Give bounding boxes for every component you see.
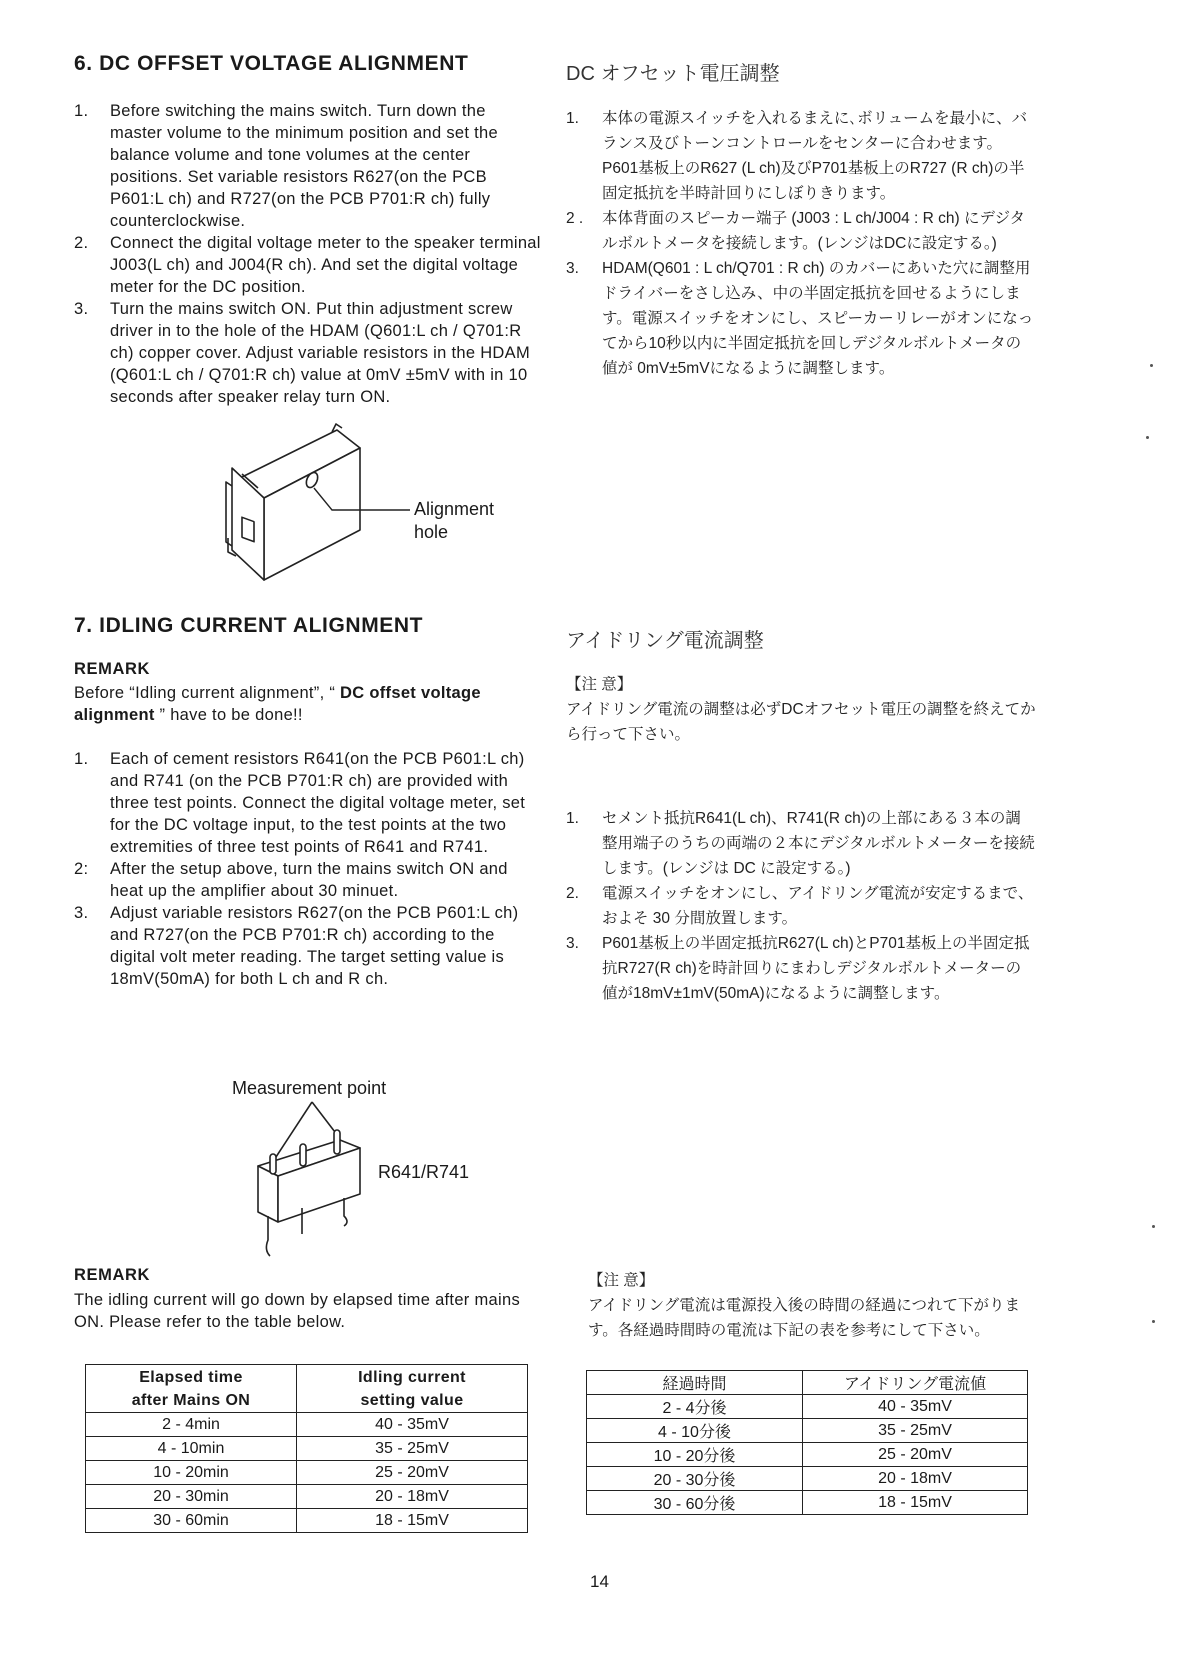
section7-steps	[74, 748, 544, 990]
table-header-cell: 経過時間	[587, 1371, 803, 1395]
table-row: 10 - 20分後 25 - 20mV	[587, 1443, 1028, 1467]
step-text: 本体の電源スイッチを入れるまえに､ボリュームを最小に、バランス及びトーンコントロールをセンターに合わせます。P601基板上のR627 (L ch)及びP701基板上のR727 (R ch)の半固定抵抗を半時計回りにしぼりきります。	[602, 110, 1028, 202]
remark-text: Before “Idling current alignment”, “ DC offset voltage alignment ” have to be done!!	[74, 684, 481, 724]
table-row: 4 - 10分後 35 - 25mV	[587, 1419, 1028, 1443]
list-item: 3. P601基板上の半固定抵抗R627(L ch)とP701基板上の半固定抵抗R727(R ch)を時計回りにまわしデジタルボルトメーターの値が18mV±1mV(50mA)になるように調整します。	[566, 935, 1030, 1002]
section7-steps-jp	[566, 806, 1036, 1006]
section6-steps	[74, 100, 542, 408]
section7-title-jp: アイドリング電流調整	[566, 630, 764, 652]
list-item: 2: After the setup above, turn the mains switch ON and heat up the amplifier about 30 minuet.	[74, 860, 508, 900]
measurement-point-label: Measurement point	[232, 1078, 387, 1098]
step-text: 電源スイッチをオンにし、アイドリング電流が安定するまで、およそ 30 分間放置します。	[602, 885, 1034, 927]
step-text: After the setup above, turn the mains switch ON and heat up the amplifier about 30 minuet.	[110, 860, 508, 900]
list-item: 3. HDAM(Q601 : L ch/Q701 : R ch) のカバーにあいた穴に調整用ドライバーをさし込み、中の半固定抵抗を回せるようにします。電源スイッチをオンにし、スピーカーリレーがオンになってから10秒以内に半固定抵抗を回しデジタルボルトメータの値が 0mV±5mVになるように調整します。	[566, 260, 1034, 377]
remark-text-jp: アイドリング電流の調整は必ずDCオフセット電圧の調整を終えてから行って下さい。	[566, 701, 1036, 743]
list-item: 1. Each of cement resistors R641(on the PCB P601:L ch) and R741 (on the PCB P701:R ch) are provided with three test points. Connect the digital voltage meter, set for the DC voltage input, to the test points at the two extremities of three test points of R641 and R741.	[74, 750, 526, 856]
scan-speck	[1152, 1320, 1155, 1323]
table-row: 4 - 10min 35 - 25mV	[86, 1437, 528, 1461]
list-item: 1. セメント抵抗R641(L ch)、R741(R ch)の上部にある３本の調整用端子のうちの両端の２本にデジタルボルトメーターを接続します。(レンジは DC に設定する。)	[566, 810, 1035, 877]
alignment-hole-label: Alignment hole	[414, 499, 495, 542]
step-text: Connect the digital voltage meter to the speaker terminal J003(L ch) and J004(R ch). And set the digital voltage meter for the DC position.	[110, 234, 541, 296]
section6-title-jp: DC オフセット電圧調整	[566, 63, 780, 85]
table-header-cell: Elapsed time after Mains ON	[86, 1365, 297, 1413]
scan-speck	[1150, 364, 1153, 367]
list-item: 1. Before switching the mains switch. Turn down the master volume to the minimum position and set the balance volume and tone volumes at the center positions. Set variable resistors R627(on the PCB P601:L ch) and R727(on the PCB P701:R ch) fully counterclockwise.	[74, 102, 498, 230]
scan-speck	[1146, 436, 1149, 439]
step-text: Each of cement resistors R641(on the PCB P601:L ch) and R741 (on the PCB P701:R ch) are provided with three test points. Connect the digital voltage meter, set for the DC voltage input, to the test points at the two extremities of three test points of R641 and R741.	[110, 750, 526, 856]
section6-title: 6. DC OFFSET VOLTAGE ALIGNMENT	[74, 52, 469, 75]
table-row: 30 - 60分後 18 - 15mV	[587, 1491, 1028, 1515]
step-text: 本体背面のスピーカー端子 (J003 : L ch/J004 : R ch) にデジタルボルトメータを接続します。(レンジはDCに設定する。)	[602, 210, 1026, 252]
table-header-cell: Idling current setting value	[297, 1365, 528, 1413]
list-item: 1. 本体の電源スイッチを入れるまえに､ボリュームを最小に、バランス及びトーンコントロールをセンターに合わせます。P601基板上のR627 (L ch)及びP701基板上のR727 (R ch)の半固定抵抗を半時計回りにしぼりきります。	[566, 110, 1028, 202]
list-item: 3. Adjust variable resistors R627(on the PCB P601:L ch) and R727(on the PCB P701:R ch) according to the digital volt meter reading. The target setting value is 18mV(50mA) for both L ch and R ch.	[74, 904, 519, 988]
scan-speck	[1152, 1225, 1155, 1228]
remark-heading-jp: 【注 意】	[588, 1272, 655, 1289]
step-text: セメント抵抗R641(L ch)、R741(R ch)の上部にある３本の調整用端子のうちの両端の２本にデジタルボルトメーターを接続します。(レンジは DC に設定する。)	[602, 810, 1035, 877]
idling-current-table	[85, 1364, 528, 1533]
remark-heading-jp: 【注 意】	[566, 676, 633, 693]
remark-text-jp: アイドリング電流は電源投入後の時間の経過につれて下がります。各経過時間時の電流は下記の表を参考にして下さい。	[588, 1297, 1020, 1339]
table-row: 2 - 4分後 40 - 35mV	[587, 1395, 1028, 1419]
resistor-label: R641/R741	[378, 1162, 470, 1182]
idling-current-table-jp	[586, 1370, 1028, 1515]
list-item: 2. Connect the digital voltage meter to the speaker terminal J003(L ch) and J004(R ch). And set the digital voltage meter for the DC position.	[74, 234, 541, 296]
step-text: HDAM(Q601 : L ch/Q701 : R ch) のカバーにあいた穴に調整用ドライバーをさし込み、中の半固定抵抗を回せるようにします。電源スイッチをオンにし、スピーカーリレーがオンになってから10秒以内に半固定抵抗を回しデジタルボルトメータの値が 0mV±5mVになるように調整します。	[602, 260, 1034, 377]
table-row: 30 - 60min 18 - 15mV	[86, 1509, 528, 1533]
remark-heading: REMARK	[74, 1266, 151, 1284]
step-text: Turn the mains switch ON. Put thin adjustment screw driver in to the hole of the HDAM (Q601:L ch / Q701:R ch) copper cover. Adjust variable resistors in the HDAM (Q601:L ch / Q701:R ch) value at 0mV ±5mV with in 10 seconds after speaker relay turn ON.	[110, 300, 531, 406]
remark-text: The idling current will go down by elapsed time after mains ON. Please refer to the table below.	[74, 1291, 520, 1331]
section6-steps-jp	[566, 106, 1036, 381]
table-row: 20 - 30分後 20 - 18mV	[587, 1467, 1028, 1491]
step-text: Adjust variable resistors R627(on the PCB P601:L ch) and R727(on the PCB P701:R ch) according to the digital volt meter reading. The target setting value is 18mV(50mA) for both L ch and R ch.	[110, 904, 519, 988]
remark-heading: REMARK	[74, 660, 151, 678]
table-row: 10 - 20min 25 - 20mV	[86, 1461, 528, 1485]
section7-title: 7. IDLING CURRENT ALIGNMENT	[74, 614, 424, 637]
step-text: P601基板上の半固定抵抗R627(L ch)とP701基板上の半固定抵抗R727(R ch)を時計回りにまわしデジタルボルトメーターの値が18mV±1mV(50mA)になるように調整します。	[602, 935, 1030, 1002]
table-header-cell: アイドリング電流値	[803, 1371, 1028, 1395]
list-item: 2 . 本体背面のスピーカー端子 (J003 : L ch/J004 : R ch) にデジタルボルトメータを接続します。(レンジはDCに設定する。)	[566, 210, 1026, 252]
step-text: Before switching the mains switch. Turn down the master volume to the minimum position and set the balance volume and tone volumes at the center positions. Set variable resistors R627(on the PCB P601:L ch) and R727(on the PCB P701:R ch) fully counterclockwise.	[110, 102, 498, 230]
cement-resistor-figure	[240, 1100, 380, 1270]
table-row: 2 - 4min 40 - 35mV	[86, 1413, 528, 1437]
page-number: 14	[590, 1572, 609, 1591]
list-item: 2. 電源スイッチをオンにし、アイドリング電流が安定するまで、およそ 30 分間放置します。	[566, 885, 1034, 927]
table-row: 20 - 30min 20 - 18mV	[86, 1485, 528, 1509]
list-item: 3. Turn the mains switch ON. Put thin adjustment screw driver in to the hole of the HDAM (Q601:L ch / Q701:R ch) copper cover. Adjust variable resistors in the HDAM (Q601:L ch / Q701:R ch) value at 0mV ±5mV with in 10 seconds after speaker relay turn ON.	[74, 300, 531, 406]
